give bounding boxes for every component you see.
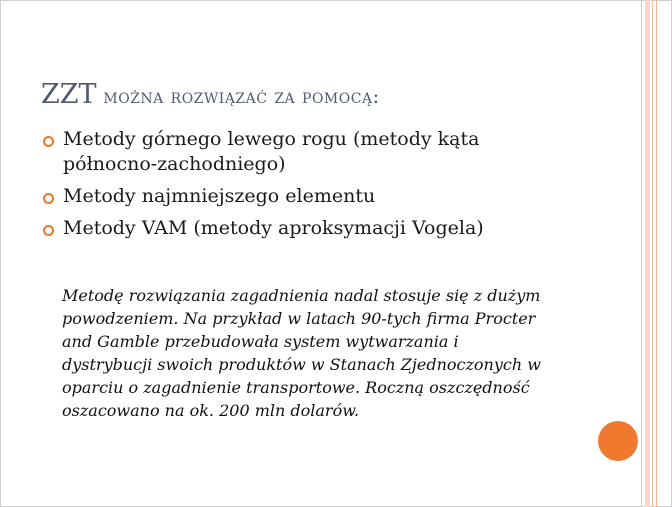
- decorative-circle-icon: [598, 421, 638, 461]
- bullet-list: [41, 127, 601, 248]
- slide-title: [41, 73, 621, 111]
- bullet-text: Metody najmniejszego elementu: [63, 185, 376, 207]
- decorative-stripe: [656, 0, 657, 507]
- bullet-item: [41, 216, 601, 241]
- title-rest: można rozwiązać za pomocą:: [96, 84, 380, 108]
- note-paragraph: Metodę rozwiązania zagadnienia nadal stosuje się z dużym powodzeniem. Na przykład w latach 90-tych firma Procter and Gamble przebudowała system wytwarzania i dystrybucji swoich produktów w Stanach Zjednoczonych w oparciu o zagadnienie transportowe. Roczną oszczędność oszacowano na ok. 200 mln dolarów.: [62, 286, 541, 420]
- bullet-ring-icon: [43, 136, 54, 147]
- bullet-ring-icon: [43, 225, 54, 236]
- bullet-item: [41, 127, 601, 177]
- bullet-ring-icon: [43, 193, 54, 204]
- decorative-stripe: [645, 0, 650, 507]
- title-lead: ZZT: [41, 79, 97, 110]
- decorative-stripe: [641, 0, 642, 507]
- bullet-text: Metody górnego lewego rogu (metody kąta północno-zachodniego): [63, 128, 480, 175]
- bullet-item: [41, 184, 601, 209]
- decorative-stripe: [652, 0, 653, 507]
- bullet-text: Metody VAM (metody aproksymacji Vogela): [63, 217, 484, 239]
